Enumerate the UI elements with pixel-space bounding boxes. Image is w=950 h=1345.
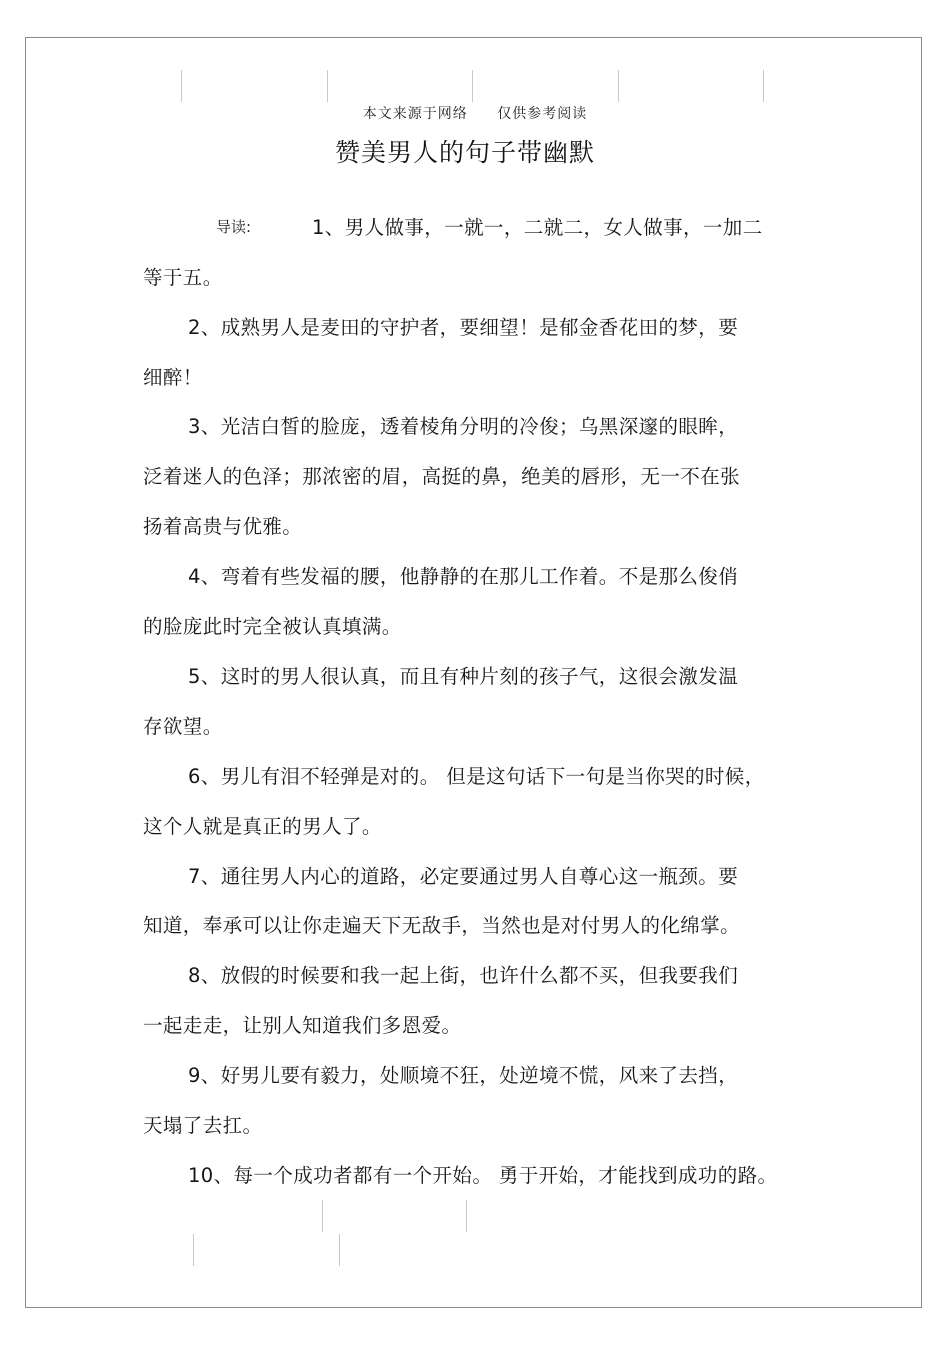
text-line: 4、弯着有些发福的腰，他静静的在那儿工作着。不是那么俊俏 — [188, 565, 739, 588]
top-mark — [181, 70, 182, 102]
text-line: 10、每一个成功者都有一个开始。 勇于开始，才能找到成功的路。 — [188, 1164, 778, 1187]
text-line: 这个人就是真正的男人了。 — [143, 815, 382, 838]
text-line: 6、男儿有泪不轻弹是对的。 但是这句话下一句是当你哭的时候， — [188, 765, 765, 788]
intro-label: 导读: — [216, 218, 252, 236]
text-line: 一起走走，让别人知道我们多恩爱。 — [143, 1014, 462, 1037]
text-line: 9、好男儿要有毅力，处顺境不狂，处逆境不慌，风来了去挡， — [188, 1064, 739, 1087]
text-line: 扬着高贵与优雅。 — [143, 515, 303, 538]
text-line: 细醉！ — [143, 366, 203, 389]
header-note — [0, 103, 950, 123]
text-line: 泛着迷人的色泽；那浓密的眉，高挺的鼻，绝美的唇形，无一不在张 — [143, 465, 741, 488]
bottom-mark — [339, 1234, 340, 1266]
text-line: 等于五。 — [143, 266, 223, 289]
page-title: 赞美男人的句子带幽默 — [334, 138, 595, 167]
top-mark — [327, 70, 328, 102]
bottom-mark — [466, 1200, 467, 1232]
text-line: 的脸庞此时完全被认真填满。 — [143, 615, 402, 638]
text-line: 知道，奉承可以让你走遍天下无敌手，当然也是对付男人的化绵掌。 — [143, 914, 741, 937]
text-line: 5、这时的男人很认真，而且有种片刻的孩子气，这很会激发温 — [188, 665, 739, 688]
text-line: 存欲望。 — [143, 715, 223, 738]
top-mark — [618, 70, 619, 102]
reference-note: 仅供参考阅读 — [497, 106, 588, 122]
bottom-mark — [193, 1234, 194, 1266]
text-line: 7、通往男人内心的道路，必定要通过男人自尊心这一瓶颈。要 — [188, 865, 739, 888]
text-line: 3、光洁白皙的脸庞，透着棱角分明的冷俊；乌黑深邃的眼眸， — [188, 415, 739, 438]
source-note: 本文来源于网络 — [362, 106, 468, 122]
bottom-mark — [322, 1200, 323, 1232]
top-mark — [763, 70, 764, 102]
text-line: 天塌了去扛。 — [143, 1114, 263, 1137]
top-mark — [472, 70, 473, 102]
text-line: 1、男人做事，一就一，二就二，女人做事，一加二 — [312, 216, 763, 239]
text-line: 2、成熟男人是麦田的守护者，要细望！是郁金香花田的梦，要 — [188, 316, 739, 339]
text-line: 8、放假的时候要和我一起上街，也许什么都不买，但我要我们 — [188, 964, 739, 987]
